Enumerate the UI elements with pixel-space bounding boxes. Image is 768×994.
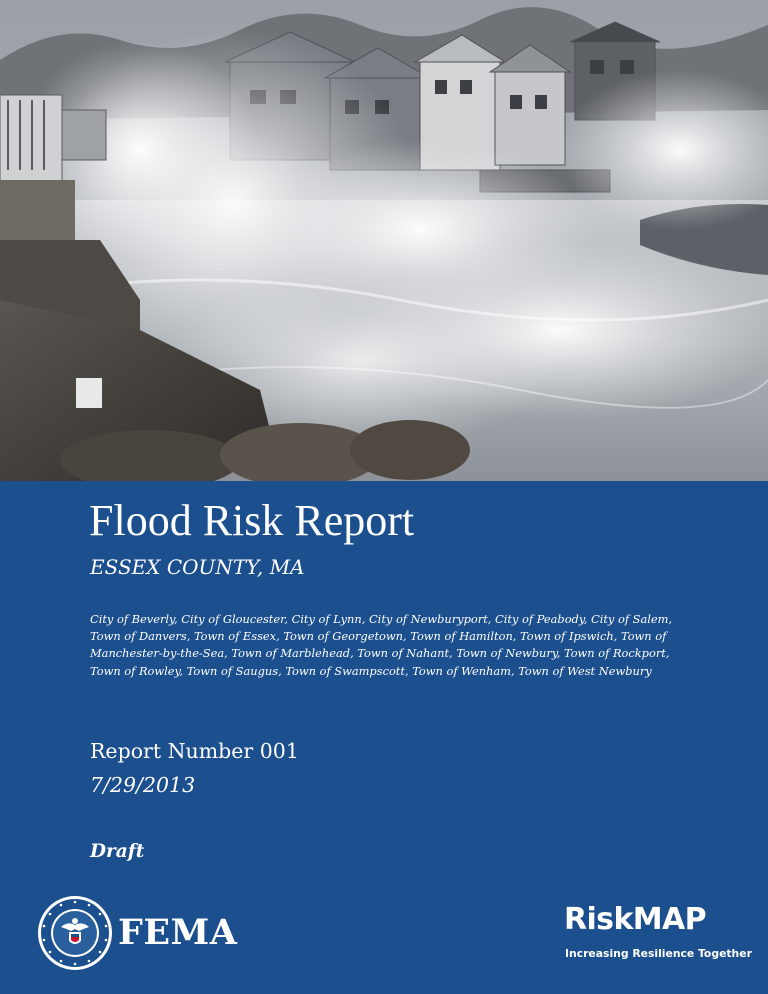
- report-date: 7/29/2013: [90, 773, 196, 797]
- draft-status: Draft: [90, 841, 145, 862]
- county-name: ESSEX COUNTY, MA: [90, 555, 305, 579]
- dhs-seal-logo: [37, 895, 113, 971]
- report-title: Flood Risk Report: [89, 496, 415, 545]
- riskmap-tagline: Increasing Resilience Together: [565, 947, 752, 960]
- report-number: Report Number 001: [90, 739, 299, 763]
- community-list: City of Beverly, City of Gloucester, City of Lynn, City of Newburyport, City of Peabody, City of Salem, Town of Danvers, Town of Essex, Town of Georgetown, Town of Hamilton, Town of Ipswich, Town of Manchester-by-the-Sea, Town of Marblehead, Town of Nahant, Town of Newbury, Town of Rockport, Town of Rowley, Town of Saugus, Town of Swampscott, Town of Wenham, Town of West Newbury: [90, 612, 673, 678]
- cover-photo: [0, 0, 768, 481]
- riskmap-logo: RiskMAP: [564, 902, 707, 937]
- fema-logo: FEMA: [118, 912, 238, 953]
